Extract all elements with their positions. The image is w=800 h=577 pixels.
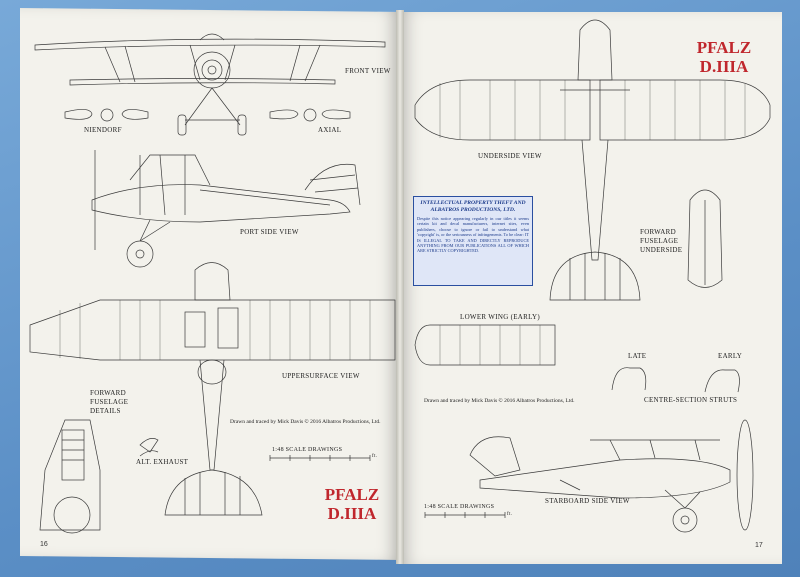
forward-fuselage-underside-label: FORWARD FUSELAGE UNDERSIDE bbox=[640, 228, 683, 254]
forward-fuselage-details-drawing bbox=[40, 420, 100, 533]
right-page-number: 17 bbox=[755, 542, 763, 549]
port-side-view-drawing bbox=[92, 150, 360, 267]
lower-wing-early-drawing bbox=[415, 325, 555, 365]
centre-section-struts-drawing bbox=[612, 368, 739, 392]
front-view-drawing bbox=[35, 34, 385, 135]
left-scale-unit: ft. bbox=[372, 454, 378, 459]
left-title bbox=[322, 485, 382, 523]
niendorf-label: NIENDORF bbox=[84, 126, 122, 134]
alt-exhaust-label: ALT. EXHAUST bbox=[136, 458, 189, 466]
late-strut-label: LATE bbox=[628, 352, 647, 360]
notice-body: Despite this notice appearing regularly in our titles it seems certain kit and decal manufacturers, internet sites, even publishers, choose to ignore or fail to understand what 'copyright' is, or the seriousness of infringements. To be clear: IT IS ILLEGAL TO TAKE AND DIRECTLY REPRODUCE ANYTHING FROM OUR PUBLICATIONS ALL OF WHICH ARE STRICTLY COPYRIGHTED. bbox=[417, 216, 529, 254]
axial-label: AXIAL bbox=[318, 126, 342, 134]
early-strut-label: EARLY bbox=[718, 352, 743, 360]
right-scale-bar bbox=[425, 512, 505, 518]
starboard-side-view-label: STARBOARD SIDE VIEW bbox=[545, 497, 630, 505]
left-scale-drawings-label: 1:48 SCALE DRAWINGS bbox=[272, 447, 343, 453]
lower-wing-early-label: LOWER WING (EARLY) bbox=[460, 313, 540, 321]
right-scale-drawings-label: 1:48 SCALE DRAWINGS bbox=[424, 504, 495, 510]
axial-propeller bbox=[270, 109, 350, 121]
right-title-line2: D.IIIA bbox=[699, 57, 749, 76]
left-credit: Drawn and traced by Mick Davis © 2016 Albatros Productions, Ltd. bbox=[230, 419, 381, 425]
port-side-view-label: PORT SIDE VIEW bbox=[240, 228, 299, 236]
right-credit: Drawn and traced by Mick Davis © 2016 Albatros Productions, Ltd. bbox=[424, 398, 575, 404]
forward-fuselage-details-label: FORWARD FUSELAGE DETAILS bbox=[90, 389, 129, 415]
starboard-side-view-drawing bbox=[470, 420, 753, 532]
centre-section-struts-label: CENTRE-SECTION STRUTS bbox=[644, 396, 738, 404]
left-page-number: 16 bbox=[40, 541, 48, 548]
right-title bbox=[692, 38, 756, 76]
right-scale-unit: ft. bbox=[507, 512, 513, 517]
notice-heading: INTELLECTUAL PROPERTY THEFT AND ALBATROS PRODUCTIONS, LTD. bbox=[420, 200, 526, 213]
underside-view-label: UNDERSIDE VIEW bbox=[478, 152, 542, 160]
alt-exhaust-drawing bbox=[140, 438, 158, 456]
left-title-line1: PFALZ bbox=[324, 485, 380, 504]
front-view-label: FRONT VIEW bbox=[345, 67, 391, 75]
right-title-line1: PFALZ bbox=[696, 38, 752, 57]
niendorf-propeller bbox=[65, 109, 148, 121]
uppersurface-view-drawing bbox=[30, 263, 395, 516]
forward-fuselage-underside-drawing bbox=[688, 190, 722, 288]
copyright-notice-box bbox=[413, 196, 533, 286]
left-title-line2: D.IIIA bbox=[327, 504, 377, 523]
left-scale-bar bbox=[270, 455, 370, 461]
uppersurface-view-label: UPPERSURFACE VIEW bbox=[282, 372, 360, 380]
